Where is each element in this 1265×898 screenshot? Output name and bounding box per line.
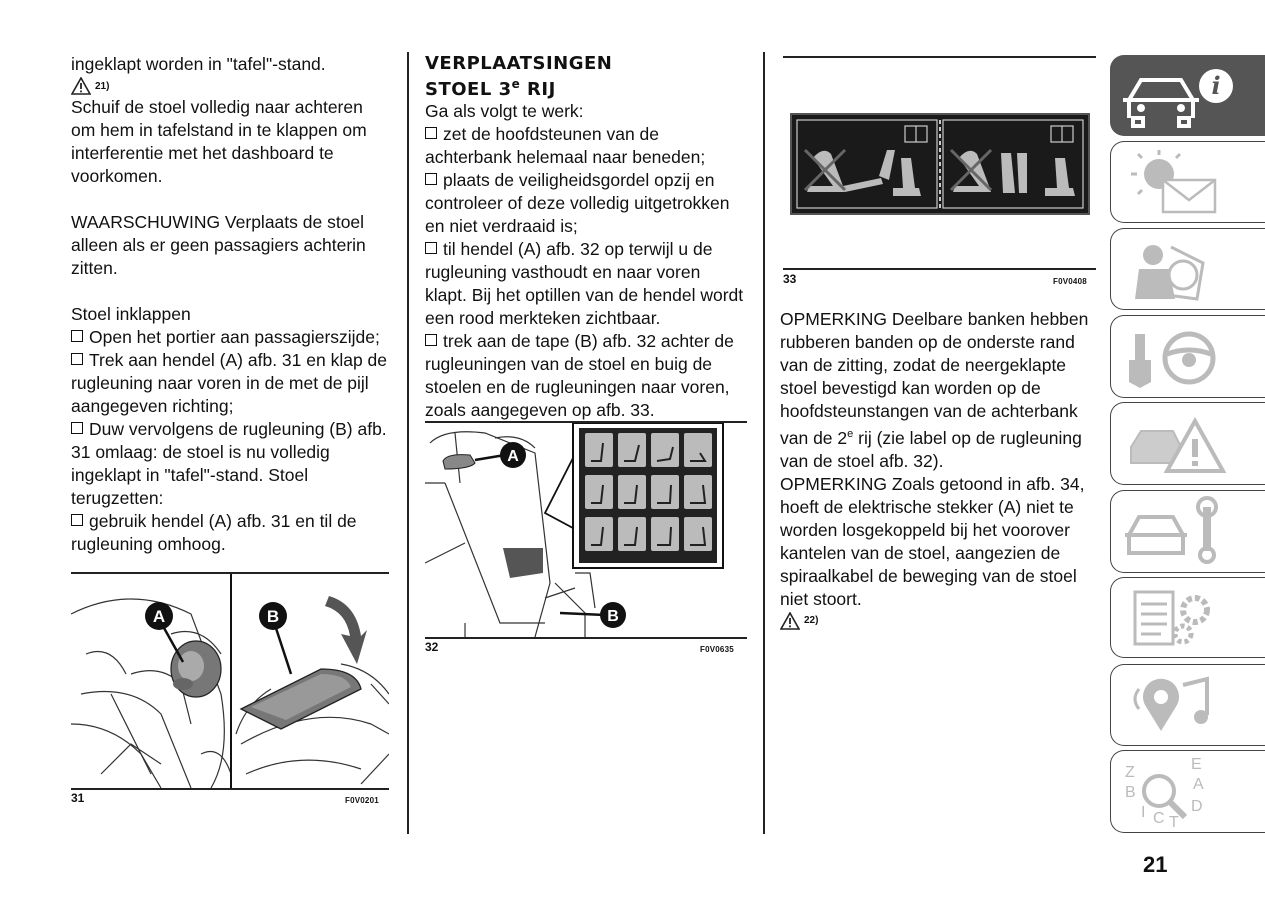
- lights-messages-icon: [1111, 142, 1265, 224]
- lever-a: [171, 641, 221, 697]
- figure-code: F0V0408: [1053, 277, 1087, 286]
- warning-icon: [780, 612, 800, 630]
- intro-text: Ga als volgt te werk:: [425, 101, 584, 121]
- warning-ref-number: 22): [804, 615, 819, 627]
- svg-text:Z: Z: [1125, 764, 1135, 781]
- callout-b: B: [266, 607, 280, 626]
- column-3: [780, 308, 1098, 631]
- tab-safety[interactable]: [1110, 228, 1265, 310]
- arrow-icon: [325, 596, 367, 664]
- note-paragraph: OPMERKING Zoals getoond in afb. 34, hoeft de elektrische stekker (A) niet te worden losgekoppeld bij het voorover kantelen van de stoel, aangezien de spiraalkabel de beweging van de stoel niet stoort.: [780, 473, 1085, 609]
- svg-text:E: E: [1191, 756, 1202, 773]
- figure-32: [425, 423, 747, 637]
- bullet-square-icon: [71, 514, 83, 526]
- seat-folding-label-illustration: [783, 58, 1096, 268]
- bullet-square-icon: [71, 353, 83, 365]
- column-separator: [763, 52, 765, 834]
- bullet-item: Open het portier aan passagierszijde;: [71, 326, 389, 349]
- svg-text:A: A: [1193, 776, 1204, 793]
- key-steering-icon: [1111, 316, 1265, 399]
- tab-car-info[interactable]: [1110, 55, 1265, 136]
- svg-text:D: D: [1191, 798, 1203, 815]
- tab-lights-messages[interactable]: [1110, 141, 1265, 223]
- tab-technical-data[interactable]: [1110, 577, 1265, 658]
- tab-emergency[interactable]: [1110, 402, 1265, 485]
- tab-maintenance[interactable]: [1110, 490, 1265, 573]
- bullet-item: Trek aan hendel (A) afb. 31 en klap de rugleuning naar voren in de met de pijl aangegeven richting;: [71, 350, 388, 416]
- text-line: ingeklapt worden in "tafel"-stand.: [71, 54, 326, 74]
- svg-text:I: I: [1141, 804, 1146, 821]
- column-2: [425, 53, 747, 422]
- callout-b: B: [607, 608, 619, 625]
- warning-triangle-icon: [1111, 403, 1265, 486]
- bullet-square-icon: [425, 334, 437, 346]
- bullet-square-icon: [71, 330, 83, 342]
- svg-text:B: B: [1125, 784, 1136, 801]
- figure-31: [71, 574, 389, 788]
- airbag-icon: [1111, 229, 1265, 311]
- warning-reference[interactable]: [71, 76, 389, 96]
- warning-paragraph: WAARSCHUWING Verplaats de stoel alleen als er geen passagiers achterin zitten.: [71, 212, 366, 278]
- bullet-square-icon: [425, 173, 437, 185]
- figure-bottom-line: [71, 788, 389, 790]
- tab-index[interactable]: [1110, 750, 1265, 833]
- figure-bottom-line: [783, 268, 1096, 270]
- bullet-item: plaats de veiligheidsgordel opzij en controleer of deze volledig uitgetrokken en niet verdraaid is;: [425, 170, 730, 236]
- figure-number: 32: [425, 640, 439, 654]
- bullet-item: trek aan de tape (B) afb. 32 achter de rugleuningen van de stoel en buig de stoelen en de rugleuningen naar voren, zoals aangegeven op afb. 33.: [425, 331, 734, 420]
- index-icon: [1111, 751, 1265, 834]
- callout-a: A: [507, 448, 519, 465]
- car-info-icon: [1111, 56, 1265, 137]
- svg-text:i: i: [1211, 71, 1221, 100]
- column-separator: [407, 52, 409, 834]
- seat-rear-illustration: [425, 423, 747, 637]
- figure-code: F0V0635: [700, 645, 734, 654]
- bullet-square-icon: [425, 242, 437, 254]
- seat-lever-illustration: [71, 574, 389, 788]
- figure-number: 31: [71, 791, 85, 805]
- svg-text:C: C: [1153, 810, 1165, 827]
- tab-multimedia[interactable]: [1110, 664, 1265, 746]
- document-gears-icon: [1111, 578, 1265, 659]
- column-1: [71, 53, 389, 556]
- section-heading: VERPLAATSINGEN STOEL 3e RIJ: [425, 53, 613, 100]
- bullet-square-icon: [71, 422, 83, 434]
- bullet-item: gebruik hendel (A) afb. 31 en til de rugleuning omhoog.: [71, 511, 357, 554]
- page-number: 21: [1143, 852, 1168, 877]
- figure-33: [783, 58, 1096, 268]
- callout-a: A: [152, 607, 166, 626]
- warning-icon: [71, 77, 91, 95]
- svg-text:T: T: [1169, 814, 1179, 831]
- figure-code: F0V0201: [345, 796, 379, 805]
- car-wrench-icon: [1111, 491, 1265, 574]
- paragraph: Schuif de stoel volledig naar achteren om hem in tafelstand in te klappen om interferentie met het dashboard te voorkomen.: [71, 97, 367, 186]
- figure-bottom-line: [425, 637, 747, 639]
- tab-starting-driving[interactable]: [1110, 315, 1265, 398]
- note-paragraph: OPMERKING Deelbare banken hebben rubberen banden op de onderste rand van de zitting, zodat de neergeklapte stoel bevestigd kan worden op de hoofdsteunstangen van de achterbank van de 2e rij (zie label op de rugleuning van de stoel afb. 32).: [780, 309, 1089, 471]
- figure-number: 33: [783, 272, 797, 286]
- warning-ref-number: 21): [95, 80, 110, 92]
- subheading: Stoel inklappen: [71, 304, 191, 324]
- bullet-square-icon: [425, 127, 437, 139]
- bullet-item: til hendel (A) afb. 32 op terwijl u de rugleuning vasthoudt en naar voren klapt. Bij het optillen van de hendel wordt een rood merkteken zichtbaar.: [425, 239, 744, 328]
- label-sticker: [503, 548, 543, 578]
- bullet-item: Duw vervolgens de rugleuning (B) afb. 31 omlaag: de stoel is nu volledig ingeklapt in "tafel"-stand. Stoel terugzetten:: [71, 419, 387, 508]
- multimedia-icon: [1111, 665, 1265, 747]
- warning-reference[interactable]: [780, 611, 1098, 631]
- bullet-item: zet de hoofdsteunen van de achterbank helemaal naar beneden;: [425, 124, 706, 167]
